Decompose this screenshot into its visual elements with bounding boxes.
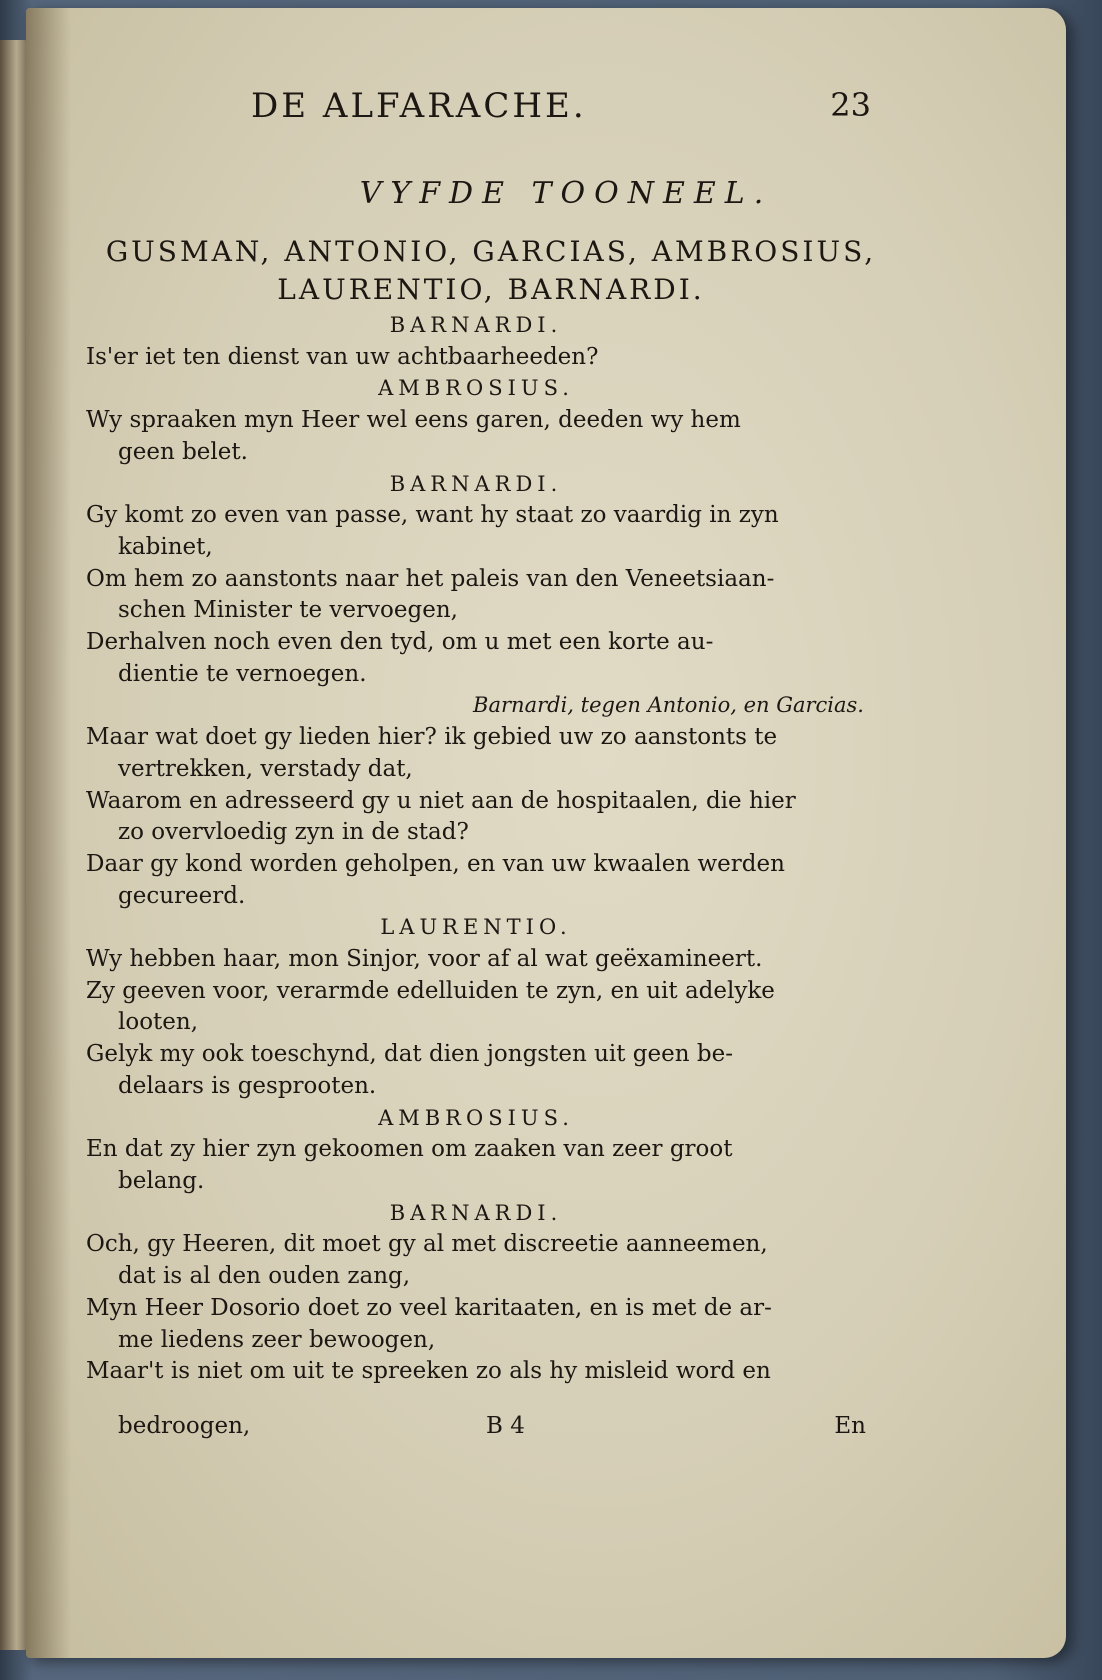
verse-line: Derhalven noch even den tyd, om u met een korte au-: [86, 629, 714, 656]
verse-continuation: schen Minister te vervoegen,: [118, 597, 458, 624]
verse-continuation: kabinet,: [118, 533, 213, 560]
verse-continuation: looten,: [118, 1009, 199, 1036]
verse-line: Is'er iet ten dienst van uw achtbaarheeden?: [86, 343, 599, 370]
verse-continuation: vertrekken, verstady dat,: [118, 755, 413, 782]
verse-line: Wy spraaken myn Heer wel eens garen, deeden wy hem: [86, 407, 741, 434]
speaker-name: AMBROSIUS.: [378, 376, 574, 401]
verse-line: Zy geeven voor, verarmde edelluiden te zyn, en uit adelyke: [86, 977, 775, 1004]
page-number: 23: [830, 86, 871, 124]
verse-continuation: zo overvloedig zyn in de stad?: [118, 819, 469, 846]
scene-title: VYFDE TOONEEL.: [359, 176, 773, 211]
verse-line: Myn Heer Dosorio doet zo veel karitaaten, en is met de ar-: [86, 1294, 772, 1321]
running-title: DE ALFARACHE.: [251, 86, 587, 126]
speaker-name: BARNARDI.: [389, 1200, 563, 1225]
running-head: [221, 86, 871, 134]
verse-line: Maar't is niet om uit te spreeken zo als hy misleid word en: [86, 1358, 771, 1385]
verse-continuation: dientie te vernoegen.: [118, 660, 367, 687]
verse-continuation: geen belet.: [118, 438, 248, 465]
last-line: bedroogen,: [118, 1413, 251, 1439]
verse-line: Waarom en adresseerd gy u niet aan de hospitaalen, die hier: [86, 787, 796, 814]
verse-line: Daar gy kond worden geholpen, en van uw kwaalen werden: [86, 850, 785, 877]
speaker-name: BARNARDI.: [389, 313, 563, 337]
verse-line: Gelyk my ook toeschynd, dat dien jongsten uit geen be-: [86, 1041, 733, 1068]
verse-line: En dat zy hier zyn gekoomen om zaaken van zeer groot: [86, 1136, 733, 1163]
verse-line: Gy komt zo even van passe, want hy staat zo vaardig in zyn: [86, 502, 779, 529]
catchword: En: [834, 1413, 866, 1439]
verse-line: Wy hebben haar, mon Sinjor, voor af al wat geëxamineert.: [86, 946, 763, 973]
page-footer: [86, 1413, 866, 1445]
cast-list: [96, 233, 886, 309]
book-page: [26, 8, 1066, 1658]
verse-line: Och, gy Heeren, dit moet gy al met discreetie aanneemen,: [86, 1231, 768, 1258]
dialogue-body: [86, 310, 866, 1388]
verse-continuation: delaars is gesprooten.: [118, 1072, 377, 1099]
verse-continuation: me liedens zeer bewoogen,: [118, 1326, 436, 1353]
speaker-name: AMBROSIUS.: [378, 1105, 574, 1130]
verse-continuation: gecureerd.: [118, 882, 246, 909]
verse-continuation: belang.: [118, 1167, 205, 1194]
speaker-name: BARNARDI.: [389, 471, 563, 496]
verse-line: Maar wat doet gy lieden hier? ik gebied uw zo aanstonts te: [86, 724, 778, 751]
stage-direction: Barnardi, tegen Antonio, en Garcias.: [473, 693, 864, 718]
verse-continuation: dat is al den ouden zang,: [118, 1263, 411, 1290]
verse-line: Om hem zo aanstonts naar het paleis van den Veneetsiaan-: [86, 565, 775, 592]
signature-mark: B 4: [486, 1413, 525, 1439]
page-text: [26, 8, 1066, 1658]
speaker-name: LAURENTIO.: [380, 915, 572, 940]
cast-line: GUSMAN, ANTONIO, GARCIAS, AMBROSIUS,: [105, 235, 877, 268]
cast-line: LAURENTIO, BARNARDI.: [277, 273, 705, 306]
